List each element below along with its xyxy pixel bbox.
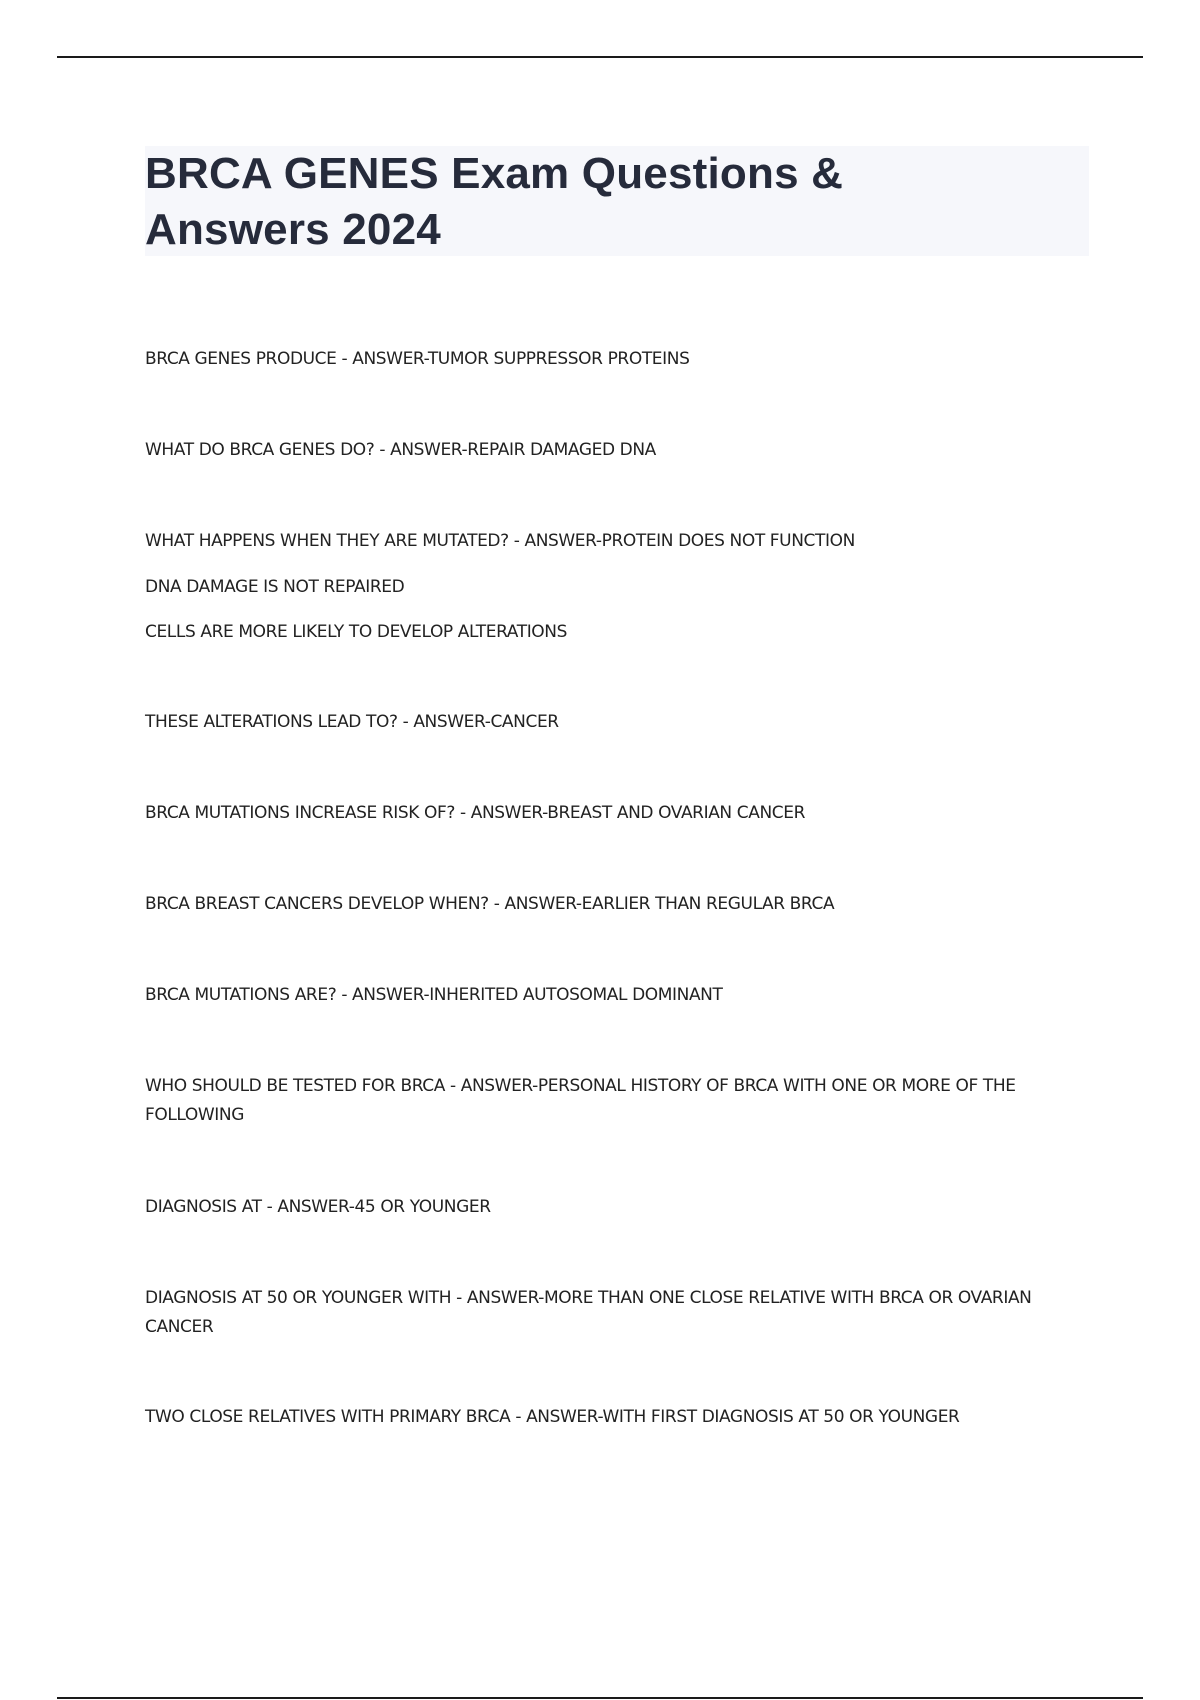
qa-line-8: WHO SHOULD BE TESTED FOR BRCA - ANSWER-PERSONAL HISTORY OF BRCA WITH ONE OR MORE OF THE FOLLOWING [145, 1076, 1016, 1125]
qa-line-1: BRCA GENES PRODUCE - ANSWER-TUMOR SUPPRESSOR PROTEINS [145, 349, 690, 369]
qa-line-7: BRCA MUTATIONS ARE? - ANSWER-INHERITED AUTOSOMAL DOMINANT [145, 985, 723, 1005]
qa-line-10: DIAGNOSIS AT 50 OR YOUNGER WITH - ANSWER-MORE THAN ONE CLOSE RELATIVE WITH BRCA OR OVARIAN CANCER [145, 1288, 1032, 1337]
qa-line-3-continued-2: CELLS ARE MORE LIKELY TO DEVELOP ALTERATIONS [145, 622, 567, 642]
qa-line-3: WHAT HAPPENS WHEN THEY ARE MUTATED? - ANSWER-PROTEIN DOES NOT FUNCTION [145, 531, 855, 551]
qa-line-5: BRCA MUTATIONS INCREASE RISK OF? - ANSWER-BREAST AND OVARIAN CANCER [145, 803, 805, 823]
title-banner [145, 146, 1089, 256]
qa-line-4: THESE ALTERATIONS LEAD TO? - ANSWER-CANCER [145, 712, 559, 732]
document-title: BRCA GENES Exam Questions & Answers 2024 [145, 149, 844, 254]
qa-line-6: BRCA BREAST CANCERS DEVELOP WHEN? - ANSWER-EARLIER THAN REGULAR BRCA [145, 894, 835, 914]
qa-line-9: DIAGNOSIS AT - ANSWER-45 OR YOUNGER [145, 1197, 491, 1217]
top-rule [57, 56, 1143, 58]
bottom-rule [57, 1697, 1143, 1699]
qa-line-3-continued-1: DNA DAMAGE IS NOT REPAIRED [145, 577, 405, 597]
qa-line-11: TWO CLOSE RELATIVES WITH PRIMARY BRCA - ANSWER-WITH FIRST DIAGNOSIS AT 50 OR YOUNGER [145, 1407, 960, 1427]
qa-line-2: WHAT DO BRCA GENES DO? - ANSWER-REPAIR DAMAGED DNA [145, 440, 656, 460]
